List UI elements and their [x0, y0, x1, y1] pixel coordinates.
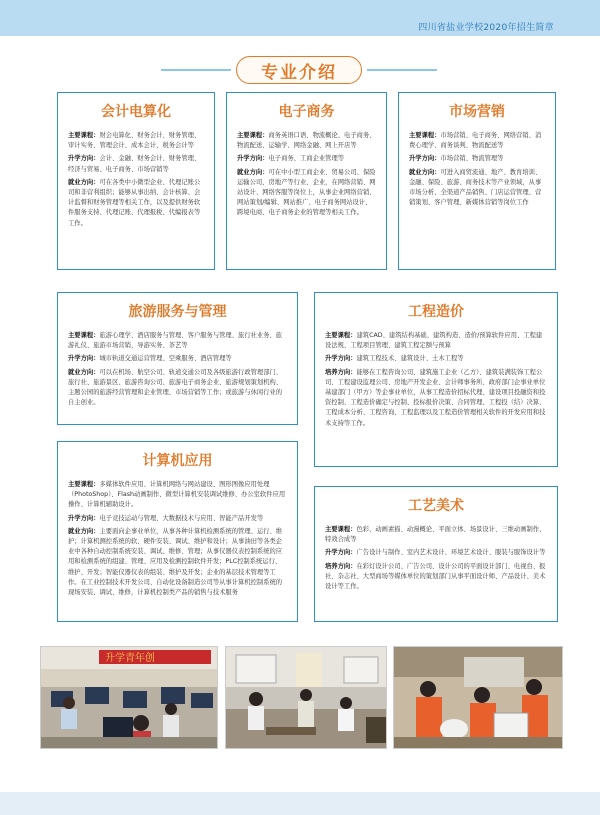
major-card-marketing: [398, 92, 556, 270]
major-row: 升学方向：城市轨道交通运营管理、空乘服务、酒店管理等: [68, 355, 232, 363]
major-row: 就业方向：主要面向企事业单位，从事各种计算机检测系统的管理、运行、维护；计算机测控系统的软、硬件安装、调试、维护和设计；从事油田等各类企业中各种自动控制系统安装、调试、维修、管理；从事仪器仪表控制系统的应用和检测系统的组建、管理、应用及检测控制软件开发；PLC控制系统运行、维护、开发；智能仪器仪表的组装、维护及开发；企业的基层技术管理等工作。在工业控制技术开发公司、自动化设备制造公司等从事计算机控制系统的现场安装、调试、维修，计算机控制类产品的销售与技术服务: [68, 527, 283, 597]
major-title: 电子商务: [278, 104, 335, 120]
major-title: 旅游服务与管理: [128, 304, 227, 320]
major-row: 升学方向：市场营销、物流管理等: [409, 155, 504, 163]
major-row: 主要课程：财会电算化、财务会计、财务管理、审计实务、管理会计、成本会计、税务会计等: [68, 132, 201, 150]
header-band: [0, 0, 600, 36]
major-row: 升学方向：建筑工程技术、建筑设计、土木工程等: [325, 355, 464, 363]
major-card-cost-engineering: [314, 292, 558, 467]
major-row: 主要课程：旅游心理学、酒店服务与管理、客户服务与管理、旅行社业务、旅游礼仪、旅游市场营销、导游实务、茶艺等: [68, 332, 283, 350]
major-row: 主要课程：多媒体软件应用、计算机网络与网站建设、图形图像应用处理（PhotoShop）、Flash动画制作、微型计算机安装调试维修、办公室软件应用操作、计算机辅助设计。: [68, 481, 286, 509]
footer-band: [0, 792, 600, 815]
major-title: 工艺美术: [408, 498, 464, 514]
major-title: 会计电算化: [101, 104, 171, 120]
photo-computer-lab: [40, 646, 218, 749]
major-row: 升学方向：电子竞技运动与管理、大数据技术与应用、智能产品开发等: [68, 514, 264, 522]
major-row: 升学方向：会计、金融、财务会计、财务管理、经济与贸易、电子商务、市场营销等: [68, 155, 201, 173]
major-row: 就业方向：可在中小型工商企业、贸易公司、保险运输公司、房地产等行业、企业，在网络营销、网站设计、网络客服等岗位上，从事企业网络营销、网站策划/编辑、网站推广、电子商务网站设计、跨境电商、电子商务企业的管理等相关工作。: [237, 168, 376, 217]
photo-classroom: [225, 646, 387, 749]
major-row: 就业方向：可进入商贸流通、地产、教育培训、金融、保险、旅游、商务技术等产业领域，从事市场分析、全渠道产品销售、门店运营管理、营销策划、客户管理、新媒体营销等岗位工作: [409, 168, 542, 207]
major-card-computer: [57, 441, 298, 622]
major-row: 培养方向：在彩灯设计公司、广告公司、设计公司的平面设计部门、电视台、报社、杂志社、大型商场等媒体单位的策划部门从事平面设计师、产品设计、美术设计等工作。: [325, 562, 546, 591]
section-title: 专业介绍: [236, 56, 362, 84]
major-title: 计算机应用: [142, 453, 213, 469]
major-row: 主要课程：商务英语口语、物流概论、电子商务、物流配送、运输学、网络金融、网上开店等: [237, 132, 376, 150]
major-row: 升学方向：广告设计与制作、室内艺术设计、环境艺术设计、服装与服饰设计等: [325, 549, 546, 557]
header-title: 四川省盐业学校2020年招生简章: [418, 23, 554, 33]
major-row: 主要课程：建筑CAD、建筑结构基础、建筑构造、造价/预算软件应用、工程建设法规、工程项目管理、建筑工程定额与预算: [325, 332, 543, 350]
major-row: 主要课程：色彩、动画素描、动漫概论、平面立体、场景设计、三维动画制作、特效合成等: [325, 526, 546, 544]
major-row: 主要课程：市场营销、电子商务、网络营销、消费心理学、商务谈判、物流配送等: [409, 132, 542, 150]
major-card-ecommerce: [226, 92, 387, 270]
major-row: 就业方向：可以在机场、航空公司、轨道交通公司及各级旅游行政管理部门、旅行社、旅游景区、旅游咨询公司、旅游电子商务企业、旅游规划策划机构、主题公园的旅游经营管理和企业管理、市场营销等工作；或旅游与休闲行业的自主创业。: [68, 368, 283, 407]
major-title: 工程造价: [408, 304, 464, 320]
major-row: 培养方向：能够在工程咨询公司、建筑施工企业（乙方）、建筑装满装饰工程公司、工程建设监理公司、房地产开发企业、会计师事务所、政府部门企事业单位基建部门（甲方）等企事业单位，从事工程造价招标代理、建设项目投融资和投资控制、工程造价确定与控制、投标报价决策、合同管理、工程投（结）决算、工程成本分析、工程咨询、工程监理以及工程造价管理相关软件的开发应用和技术支持等工作。: [325, 368, 546, 427]
photo-banner-text: 升学青年创: [105, 653, 155, 664]
major-card-tourism: [57, 292, 298, 425]
major-card-arts: [314, 486, 558, 622]
major-title: 市场营销: [449, 104, 505, 120]
photo-workshop: [393, 646, 563, 749]
major-row: 就业方向：可在各类中小微型企业、代理记账公司和非营利组织；能够从事出纳、会计核算、会计监督和财务管理等相关工作，以及提供财务软件服务支持、代理记账、代理报税、代编报表等工作。: [68, 178, 201, 227]
major-card-accounting: [57, 92, 215, 270]
major-row: 升学方向：电子商务、工商企业管理等: [237, 155, 345, 163]
